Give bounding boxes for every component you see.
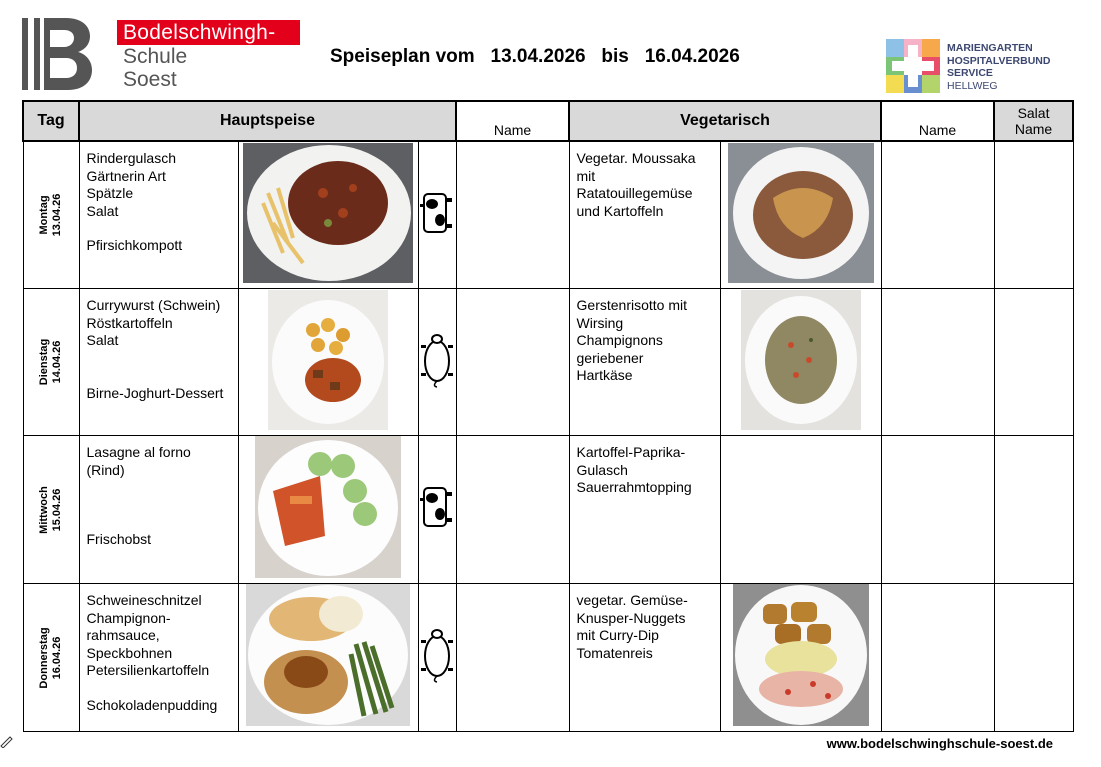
main-dish-text [80, 142, 238, 255]
col-salat-label: Salat [1017, 105, 1050, 121]
dessert: Pfirsichkompott [86, 237, 183, 253]
pig-icon [420, 626, 454, 684]
header-row [23, 101, 1073, 141]
main-line: (Rind) [86, 461, 125, 478]
dessert: Schokoladenpudding [86, 696, 218, 713]
day-label-cell [23, 436, 79, 584]
veg-dish-photo-cell [720, 436, 881, 584]
weekday: Dienstag [38, 338, 50, 386]
veg-dish-photo-cell [720, 289, 881, 436]
main-line: Petersilienkartoffeln [86, 662, 210, 678]
weekday: Montag [38, 195, 50, 235]
col-hauptspeise: Hauptspeise [79, 101, 456, 141]
date: 16.04.26 [51, 636, 63, 679]
partner-line1: MARIENGARTEN [947, 42, 1033, 54]
veg-line: und Kartoffeln [576, 202, 664, 219]
partner-logo-mosaic-icon [886, 39, 940, 93]
main-dish-photo-cell [238, 289, 418, 436]
veg-dish-photo-cell [720, 584, 881, 732]
name-cell[interactable] [456, 141, 569, 289]
partner-name [947, 42, 1050, 92]
veg-line: Tomatenreis [576, 644, 653, 661]
school-name-line1: Bodelschwingh- [117, 20, 300, 45]
school-name-line3: Soest [123, 68, 177, 91]
veg-line: Vegetar. Moussaka [576, 150, 696, 166]
date: 13.04.26 [51, 193, 63, 237]
main-line: Salat [86, 332, 119, 348]
main-line: Schweineschnitzel [86, 592, 202, 608]
main-line: Rindergulasch [86, 150, 176, 166]
veg-line: Champignons [576, 332, 663, 348]
veg-line: Hartkäse [576, 367, 633, 383]
school-name-line2: Schule [123, 45, 188, 68]
main-dish-cell [79, 141, 238, 289]
main-dish-text [80, 436, 238, 549]
main-dish-photo-cell [238, 584, 418, 732]
day-label-cell [23, 289, 79, 436]
col-vegetarisch: Vegetarisch [569, 101, 881, 141]
meat-icon-cell [418, 289, 456, 436]
dessert: Frischobst [86, 531, 152, 547]
veg-line: geriebener [576, 349, 644, 366]
weekday: Donnerstag [38, 626, 50, 689]
moussaka-plate-photo [728, 143, 874, 283]
veg-dish-cell [569, 436, 720, 584]
goulash-plate-photo [243, 143, 413, 283]
main-dish-photo-cell [238, 436, 418, 584]
veg-line: mit [576, 167, 596, 184]
name-cell[interactable] [881, 584, 994, 732]
website-link[interactable]: www.bodelschwinghschule-soest.de [826, 736, 1053, 751]
name-cell[interactable] [881, 289, 994, 436]
veg-dish-cell [569, 141, 720, 289]
main-line: Lasagne al forno [86, 444, 191, 460]
main-line: Salat [86, 202, 119, 219]
day-label-cell [23, 141, 79, 289]
name-cell[interactable] [881, 436, 994, 584]
day-row-monday [23, 141, 1073, 289]
pig-icon [420, 331, 454, 389]
pencil-icon [0, 734, 14, 748]
col-tag: Tag [23, 101, 79, 141]
name-cell[interactable] [456, 436, 569, 584]
meat-icon-cell [418, 141, 456, 289]
page-title: Speiseplan vom 13.04.2026 bis 16.04.2026 [330, 46, 740, 67]
col-salat-name-label: Name [1014, 121, 1053, 137]
date: 15.04.26 [51, 488, 63, 531]
day-label [38, 339, 64, 385]
veg-dish-text [570, 289, 720, 385]
partner-logo [886, 39, 1076, 95]
name-cell[interactable] [456, 584, 569, 732]
menu-table [22, 100, 1074, 732]
meat-icon-cell [418, 436, 456, 584]
salat-name-cell[interactable] [994, 436, 1073, 584]
day-row-wednesday [23, 436, 1073, 584]
main-line: Gärtnerin Art [86, 167, 166, 184]
school-logo-b-icon [22, 18, 92, 90]
col-salat-name [994, 101, 1073, 141]
veg-line: Gulasch [576, 461, 628, 478]
col-name-main: Name [456, 101, 569, 141]
main-line: rahmsauce, [86, 627, 160, 643]
dessert: Birne-Joghurt-Dessert [86, 384, 224, 401]
veg-dish-text [570, 142, 720, 220]
veg-line: Sauerrahmtopping [576, 479, 692, 495]
veg-dish-text [570, 584, 720, 662]
veg-dish-cell [569, 289, 720, 436]
main-dish-text [80, 289, 238, 402]
day-row-tuesday [23, 289, 1073, 436]
meat-icon-cell [418, 584, 456, 732]
day-label [38, 486, 64, 534]
veg-line: vegetar. Gemüse- [576, 592, 688, 608]
main-dish-text [80, 584, 238, 714]
school-logo [22, 18, 280, 92]
main-dish-cell [79, 289, 238, 436]
veg-line: Gerstenrisotto mit [576, 297, 687, 313]
salat-name-cell[interactable] [994, 141, 1073, 289]
col-name-veg: Name [881, 101, 994, 141]
veg-dish-photo-cell [720, 141, 881, 289]
main-dish-photo-cell [238, 141, 418, 289]
salat-name-cell[interactable] [994, 584, 1073, 732]
cow-icon [420, 484, 454, 530]
main-line: Currywurst (Schwein) [86, 297, 221, 313]
date: 14.04.26 [51, 340, 63, 384]
veg-line: Wirsing [576, 314, 624, 331]
main-line: Speckbohnen [86, 644, 173, 661]
lasagne-plate-photo [255, 436, 401, 578]
day-label-cell [23, 584, 79, 732]
partner-line3: SERVICE [947, 67, 993, 79]
day-label [38, 627, 64, 688]
veg-line: Ratatouillegemüse [576, 185, 693, 201]
partner-line4: HELLWEG [947, 79, 998, 92]
salat-name-cell[interactable] [994, 289, 1073, 436]
risotto-plate-photo [741, 290, 861, 430]
veg-dish-text [570, 436, 720, 497]
veg-dish-cell [569, 584, 720, 732]
veg-line: Kartoffel-Paprika- [576, 444, 686, 460]
nuggets-plate-photo [733, 584, 869, 726]
main-line: Röstkartoffeln [86, 314, 173, 331]
main-dish-cell [79, 584, 238, 732]
name-cell[interactable] [456, 289, 569, 436]
main-dish-cell [79, 436, 238, 584]
currywurst-plate-photo [268, 290, 388, 430]
day-row-thursday [23, 584, 1073, 732]
cow-icon [420, 190, 454, 236]
main-line: Champignon- [86, 609, 171, 626]
veg-line: Knusper-Nuggets [576, 609, 686, 626]
main-line: Spätzle [86, 185, 134, 201]
weekday: Mittwoch [38, 485, 50, 534]
partner-line2: HOSPITALVERBUND [947, 54, 1051, 67]
veg-line: mit Curry-Dip [576, 627, 659, 643]
day-label [38, 194, 64, 237]
name-cell[interactable] [881, 141, 994, 289]
schnitzel-plate-photo [246, 584, 410, 726]
